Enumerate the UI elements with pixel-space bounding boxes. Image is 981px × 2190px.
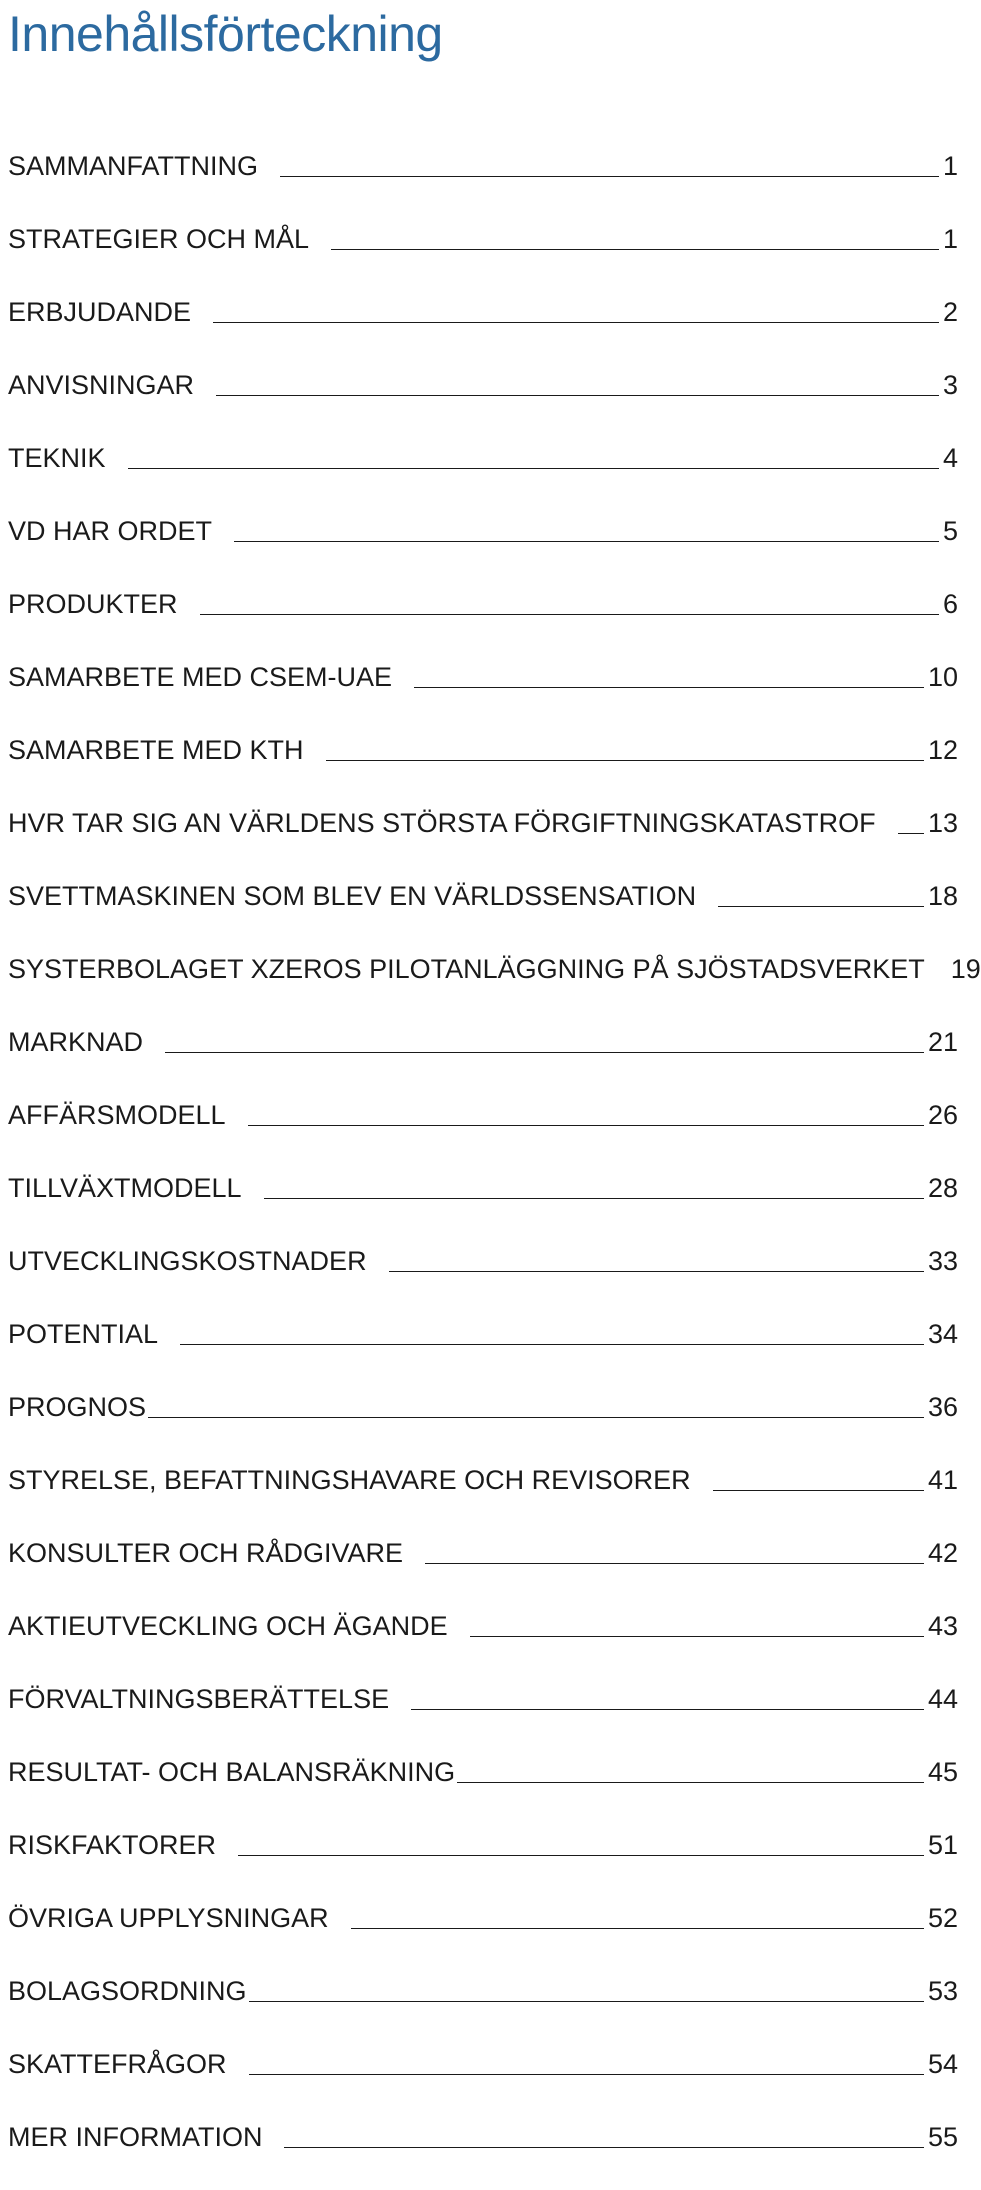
toc-page-number: 10 — [927, 662, 958, 692]
toc-entry[interactable] — [8, 1022, 958, 1095]
toc-page-number: 34 — [927, 1319, 958, 1349]
toc-leader-line — [470, 1606, 924, 1637]
toc-entry-label: PRODUKTER — [8, 589, 178, 619]
toc-entry-label: POTENTIAL — [8, 1319, 159, 1349]
toc-entry-label: RESULTAT- OCH BALANSRÄKNING — [8, 1757, 456, 1787]
toc-leader-line — [148, 1387, 924, 1418]
toc-page-number: 1 — [942, 224, 958, 254]
toc-entry[interactable] — [8, 730, 958, 803]
toc-leader-line — [331, 219, 939, 250]
toc-entry[interactable] — [8, 1606, 958, 1679]
toc-entry-label: MARKNAD — [8, 1027, 144, 1057]
toc-entry-label: KONSULTER OCH RÅDGIVARE — [8, 1538, 404, 1568]
toc-leader-line — [264, 1168, 924, 1199]
toc-entry[interactable] — [8, 1095, 958, 1168]
toc-page-number: 43 — [927, 1611, 958, 1641]
toc-entry[interactable] — [8, 365, 958, 438]
toc-entry[interactable] — [8, 1168, 958, 1241]
toc-leader-line — [200, 584, 939, 615]
toc-entry[interactable] — [8, 803, 958, 876]
toc-leader-line — [238, 1825, 924, 1856]
toc-page-number: 13 — [927, 808, 958, 838]
toc-page-number: 33 — [927, 1246, 958, 1276]
toc-leader-line — [234, 511, 939, 542]
toc-page-number: 55 — [927, 2122, 958, 2152]
toc-entry-label: AKTIEUTVECKLING OCH ÄGANDE — [8, 1611, 448, 1641]
toc-leader-line — [414, 657, 924, 688]
toc-entry[interactable] — [8, 1387, 958, 1460]
toc-entry-label: TEKNIK — [8, 443, 106, 473]
page-title: Innehållsförteckning — [8, 6, 443, 62]
toc-entry[interactable] — [8, 146, 958, 219]
toc-entry-label: BOLAGSORDNING — [8, 1976, 247, 2006]
toc-entry[interactable] — [8, 219, 958, 292]
toc-entry[interactable] — [8, 1898, 958, 1971]
toc-page-number: 54 — [927, 2049, 958, 2079]
toc-leader-line — [248, 1095, 924, 1126]
toc-entry-label: SAMMANFATTNING — [8, 151, 259, 181]
toc-page-number: 19 — [950, 954, 981, 984]
toc-leader-line — [165, 1022, 924, 1053]
toc-leader-line — [180, 1314, 924, 1345]
toc-entry-label: MER INFORMATION — [8, 2122, 263, 2152]
toc-leader-line — [280, 146, 939, 177]
toc-leader-line — [249, 1971, 924, 2002]
toc-entry-label: ERBJUDANDE — [8, 297, 192, 327]
toc-entry[interactable] — [8, 1679, 958, 1752]
toc-entry[interactable] — [8, 949, 981, 1022]
toc-entry-label: HVR TAR SIG AN VÄRLDENS STÖRSTA FÖRGIFTNINGSKATASTROF — [8, 808, 876, 838]
toc-entry-label: AFFÄRSMODELL — [8, 1100, 226, 1130]
toc-leader-line — [457, 1752, 924, 1783]
toc-page-number: 4 — [942, 443, 958, 473]
toc-entry[interactable] — [8, 1752, 958, 1825]
toc-page-number: 51 — [927, 1830, 958, 1860]
toc-page-number: 2 — [942, 297, 958, 327]
toc-page-number: 1 — [942, 151, 958, 181]
toc-entry-label: TILLVÄXTMODELL — [8, 1173, 242, 1203]
toc-page-number: 18 — [927, 881, 958, 911]
toc-entry[interactable] — [8, 2044, 958, 2117]
toc-leader-line — [216, 365, 939, 396]
toc-leader-line — [213, 292, 939, 323]
toc-entry[interactable] — [8, 2117, 958, 2190]
toc-entry-label: ANVISNINGAR — [8, 370, 195, 400]
toc-entry[interactable] — [8, 1971, 958, 2044]
toc-entry[interactable] — [8, 1825, 958, 1898]
toc-page-number: 26 — [927, 1100, 958, 1130]
toc-page-number: 5 — [942, 516, 958, 546]
toc-entry[interactable] — [8, 1314, 958, 1387]
toc-page-number: 6 — [942, 589, 958, 619]
toc-entry-label: SYSTERBOLAGET XZEROS PILOTANLÄGGNING PÅ SJÖSTADSVERKET — [8, 954, 925, 984]
toc-leader-line — [425, 1533, 924, 1564]
toc-leader-line — [351, 1898, 924, 1929]
toc-entry[interactable] — [8, 511, 958, 584]
toc-leader-line — [284, 2117, 923, 2148]
toc-page-number: 21 — [927, 1027, 958, 1057]
toc-leader-line — [326, 730, 924, 761]
toc-entry[interactable] — [8, 1241, 958, 1314]
toc-page-number: 53 — [927, 1976, 958, 2006]
toc-entry-label: VD HAR ORDET — [8, 516, 213, 546]
toc-entry[interactable] — [8, 438, 958, 511]
toc-page-number: 28 — [927, 1173, 958, 1203]
toc-page-number: 42 — [927, 1538, 958, 1568]
toc-entry[interactable] — [8, 876, 958, 949]
toc-entry-label: SKATTEFRÅGOR — [8, 2049, 227, 2079]
toc-entry[interactable] — [8, 292, 958, 365]
toc-entry-label: RISKFAKTORER — [8, 1830, 217, 1860]
toc-entry-label: SAMARBETE MED CSEM-UAE — [8, 662, 393, 692]
toc-leader-line — [898, 803, 924, 834]
toc-page-number: 44 — [927, 1684, 958, 1714]
toc-entry-label: STRATEGIER OCH MÅL — [8, 224, 310, 254]
toc-page-number: 12 — [927, 735, 958, 765]
toc-leader-line — [718, 876, 924, 907]
toc-entry[interactable] — [8, 657, 958, 730]
toc-page-number: 3 — [942, 370, 958, 400]
toc-leader-line — [128, 438, 939, 469]
toc-entry[interactable] — [8, 584, 958, 657]
toc-entry-label: PROGNOS — [8, 1392, 147, 1422]
toc-entry-label: ÖVRIGA UPPLYSNINGAR — [8, 1903, 329, 1933]
toc-entry-label: UTVECKLINGSKOSTNADER — [8, 1246, 367, 1276]
toc-page-number: 36 — [927, 1392, 958, 1422]
toc-entry-label: SVETTMASKINEN SOM BLEV EN VÄRLDSSENSATION — [8, 881, 697, 911]
table-of-contents — [8, 146, 981, 2190]
toc-entry[interactable] — [8, 1533, 958, 1606]
toc-page-number: 41 — [927, 1465, 958, 1495]
toc-entry[interactable] — [8, 1460, 958, 1533]
toc-leader-line — [389, 1241, 924, 1272]
toc-page-number: 45 — [927, 1757, 958, 1787]
toc-entry-label: SAMARBETE MED KTH — [8, 735, 304, 765]
toc-leader-line — [713, 1460, 924, 1491]
toc-leader-line — [249, 2044, 924, 2075]
toc-entry-label: STYRELSE, BEFATTNINGSHAVARE OCH REVISORER — [8, 1465, 691, 1495]
toc-entry-label: FÖRVALTNINGSBERÄTTELSE — [8, 1684, 390, 1714]
toc-leader-line — [411, 1679, 924, 1710]
toc-page-number: 52 — [927, 1903, 958, 1933]
